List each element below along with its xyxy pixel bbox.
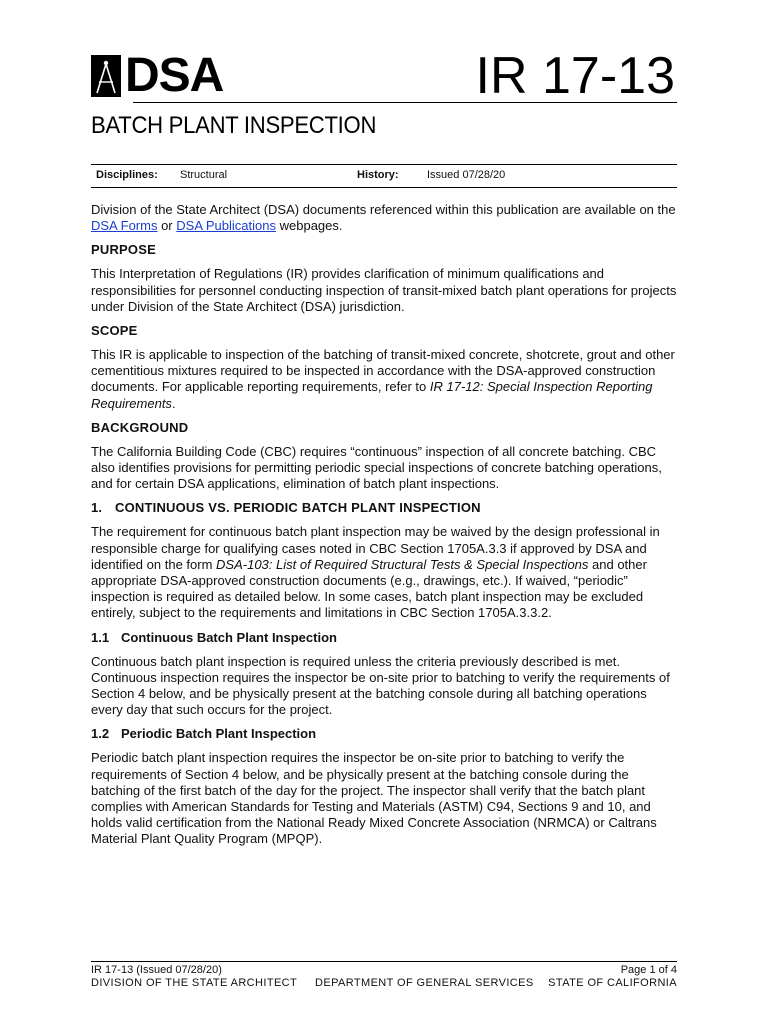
section-1-number: 1. [91,500,103,516]
history-label: History: [357,169,399,181]
logo-text: DSA [125,49,224,102]
intro-text-b: or [157,218,177,234]
page-title: BATCH PLANT INSPECTION [91,112,377,139]
footer-divider [91,961,677,962]
intro-paragraph [91,202,681,234]
history-value: Issued 07/28/20 [427,169,506,181]
section-1-heading [91,500,681,516]
section-1-title: CONTINUOUS VS. PERIODIC BATCH PLANT INSPECTION [115,500,481,516]
purpose-paragraph: This Interpretation of Regulations (IR) provides clarification of minimum qualifications and responsibilities for personnel conducting inspection of transit-mixed batch plant operations for projects under Division of the State Architect (DSA) jurisdiction. [91,266,677,314]
background-paragraph: The California Building Code (CBC) requires “continuous” inspection of all concrete batching. CBC also identifies provisions for permitting periodic special inspections of concrete batching operations, and for certain DSA applications, elimination of batch plant inspections. [91,443,662,492]
scope-text-a: This IR is applicable to inspection of the batching of transit-mixed concrete, shotcrete, grout and other cementitious mixtures required to be inspected in accordance with the DSA-approved construction documents. For applicable reporting requirements, refer to [91,347,675,395]
scope-paragraph [91,347,681,412]
footer-department: DEPARTMENT OF GENERAL SERVICES [315,977,534,989]
section-1-paragraph [91,524,681,621]
disciplines-label: Disciplines: [96,169,158,181]
section-1-1-paragraph: Continuous batch plant inspection is required unless the criteria previously described is met. Continuous inspection requires the inspector be on-site prior to batching to verify the requirements of Section 4 below, and be physically present at the batching console during all batching operations every day that such occurs for the project. [91,653,670,718]
document-id: IR 17-13 [475,47,675,105]
scope-reference: IR 17-12: Special Inspection Reporting Requirements [91,379,653,411]
section-1-text-b: and other appropriate DSA-approved construction documents (e.g., drawings, etc.). If waived, “periodic” inspection is required as detailed below. In some cases, batch plant inspection may be excluded entirely, subject to the requirements and limitations in CBC Section 1705A.3.3.2. [91,556,647,621]
compass-icon [91,55,121,97]
meta-bar [91,164,677,188]
scope-heading: SCOPE [91,323,138,339]
disciplines-value: Structural [180,169,228,181]
document-body [91,202,681,856]
section-1-2-title: Periodic Batch Plant Inspection [121,726,317,742]
section-1-1-heading [91,630,681,646]
intro-text-a: Division of the State Architect (DSA) documents referenced within this publication are available on the [91,202,676,217]
section-1-1-title: Continuous Batch Plant Inspection [121,629,337,645]
dsa-publications-link[interactable]: DSA Publications [176,218,276,234]
section-1-2-number: 1.2 [91,726,110,742]
intro-text-c: webpages. [276,218,343,234]
dsa-logo [91,49,224,102]
footer-division: DIVISION OF THE STATE ARCHITECT [91,977,298,989]
footer-state: STATE OF CALIFORNIA [548,977,677,989]
footer-doc-issue: IR 17-13 (Issued 07/28/20) [91,964,222,976]
section-1-text-a: The requirement for continuous batch plant inspection may be waived by the design professional in responsible charge for qualifying cases noted in CBC Section 1705A.3.3 if approved by DSA and identified on the form [91,524,660,572]
background-heading: BACKGROUND [91,419,189,435]
dsa-forms-link[interactable]: DSA Forms [91,218,158,234]
section-1-2-heading [91,726,681,742]
header-divider [133,102,677,103]
footer-page-number: Page 1 of 4 [620,964,677,976]
section-1-reference: DSA-103: List of Required Structural Tests & Special Inspections [216,556,589,572]
section-1-1-number: 1.1 [91,629,110,645]
section-1-2-paragraph: Periodic batch plant inspection requires the inspector be on-site prior to batching to verify the requirements of Section 4 below, and be physically present at the batching console during the batching of the first batch of the day for the project. The inspector shall verify that the batch plant complies with American Standards for Testing and Materials (ASTM) C94, Sections 9 and 10, and holds valid certification from the National Ready Mixed Concrete Association (NRMCA) or Caltrans Material Plant Quality Program (MPQP). [91,750,657,847]
scope-text-b: . [171,395,176,411]
purpose-heading: PURPOSE [91,242,156,258]
